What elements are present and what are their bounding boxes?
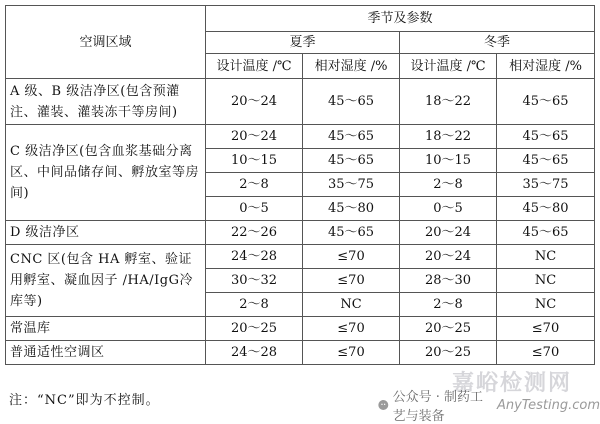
table-row — [6, 317, 595, 341]
summer-temp-cell: 0～5 — [206, 197, 303, 221]
summer-humidity-header: 相对湿度 /% — [303, 54, 400, 79]
watermark-site: 嘉峪检测网 — [452, 371, 573, 396]
summer-temp-cell: 30～32 — [206, 269, 303, 293]
season-group-header: 季节及参数 — [206, 6, 595, 32]
table-row — [6, 125, 595, 149]
header-row-1 — [6, 6, 595, 32]
summer-humidity-cell: NC — [303, 293, 400, 317]
summer-humidity-cell: 45～65 — [303, 125, 400, 149]
winter-humidity-cell: NC — [497, 245, 595, 269]
summer-temp-cell: 24～28 — [206, 245, 303, 269]
winter-humidity-cell: 45～65 — [497, 149, 595, 173]
summer-humidity-cell: 45～80 — [303, 197, 400, 221]
winter-temp-cell: 20～25 — [400, 317, 497, 341]
region-cell: A 级、B 级洁净区(包含预灌注、灌装、灌装冻干等房间) — [6, 79, 206, 125]
table-row — [6, 221, 595, 245]
winter-temp-cell: 20～24 — [400, 245, 497, 269]
summer-temp-cell: 20～25 — [206, 317, 303, 341]
watermark-account-text: 公众号 · 制药工艺与装备 — [392, 390, 484, 424]
winter-temp-cell: 2～8 — [400, 173, 497, 197]
table-row — [6, 79, 595, 125]
summer-humidity-cell: ≤70 — [303, 269, 400, 293]
winter-humidity-cell: 45～65 — [497, 221, 595, 245]
region-header: 空调区域 — [6, 6, 206, 79]
summer-humidity-cell: 45～65 — [303, 149, 400, 173]
winter-humidity-cell: NC — [497, 269, 595, 293]
winter-humidity-cell: NC — [497, 293, 595, 317]
winter-temp-cell: 18～22 — [400, 79, 497, 125]
summer-humidity-cell: ≤70 — [303, 341, 400, 365]
region-cell: 常温库 — [6, 317, 206, 341]
summer-temp-cell: 2～8 — [206, 173, 303, 197]
table-note: 注：“NC”即为不控制。 — [9, 393, 160, 408]
summer-humidity-cell: ≤70 — [303, 245, 400, 269]
winter-temp-cell: 0～5 — [400, 197, 497, 221]
summer-humidity-cell: 35～75 — [303, 173, 400, 197]
winter-humidity-cell: 35～75 — [497, 173, 595, 197]
summer-header: 夏季 — [206, 32, 400, 54]
wechat-icon — [378, 397, 389, 413]
table-container — [5, 5, 594, 365]
winter-temp-cell: 20～24 — [400, 221, 497, 245]
table-row — [6, 245, 595, 269]
watermark-account — [378, 386, 600, 424]
winter-temp-cell: 18～22 — [400, 125, 497, 149]
winter-temp-cell: 2～8 — [400, 293, 497, 317]
summer-temp-header: 设计温度 /℃ — [206, 54, 303, 79]
region-cell: CNC 区(包含 HA 孵室、验证用孵室、凝血因子 /HA/IgG冷库等) — [6, 245, 206, 317]
winter-humidity-cell: 45～65 — [497, 79, 595, 125]
winter-humidity-cell: ≤70 — [497, 341, 595, 365]
summer-temp-cell: 22～26 — [206, 221, 303, 245]
winter-humidity-cell: ≤70 — [497, 317, 595, 341]
winter-temp-cell: 20～25 — [400, 341, 497, 365]
summer-temp-cell: 2～8 — [206, 293, 303, 317]
region-cell: 普通适性空调区 — [6, 341, 206, 365]
winter-temp-cell: 28～30 — [400, 269, 497, 293]
winter-temp-header: 设计温度 /℃ — [400, 54, 497, 79]
summer-temp-cell: 20～24 — [206, 79, 303, 125]
summer-humidity-cell: 45～65 — [303, 79, 400, 125]
hvac-parameter-table — [5, 5, 595, 365]
winter-humidity-header: 相对湿度 /% — [497, 54, 595, 79]
winter-humidity-cell: 45～80 — [497, 197, 595, 221]
watermark-sub-text: AnyTesting.com — [496, 397, 600, 413]
region-cell: C 级洁净区(包含血浆基础分离区、中间品储存间、孵放室等房间) — [6, 125, 206, 221]
region-cell: D 级洁净区 — [6, 221, 206, 245]
summer-temp-cell: 20～24 — [206, 125, 303, 149]
summer-temp-cell: 24～28 — [206, 341, 303, 365]
table-row — [6, 341, 595, 365]
winter-header: 冬季 — [400, 32, 595, 54]
winter-humidity-cell: 45～65 — [497, 125, 595, 149]
summer-temp-cell: 10～15 — [206, 149, 303, 173]
summer-humidity-cell: 45～65 — [303, 221, 400, 245]
summer-humidity-cell: ≤70 — [303, 317, 400, 341]
winter-temp-cell: 10～15 — [400, 149, 497, 173]
